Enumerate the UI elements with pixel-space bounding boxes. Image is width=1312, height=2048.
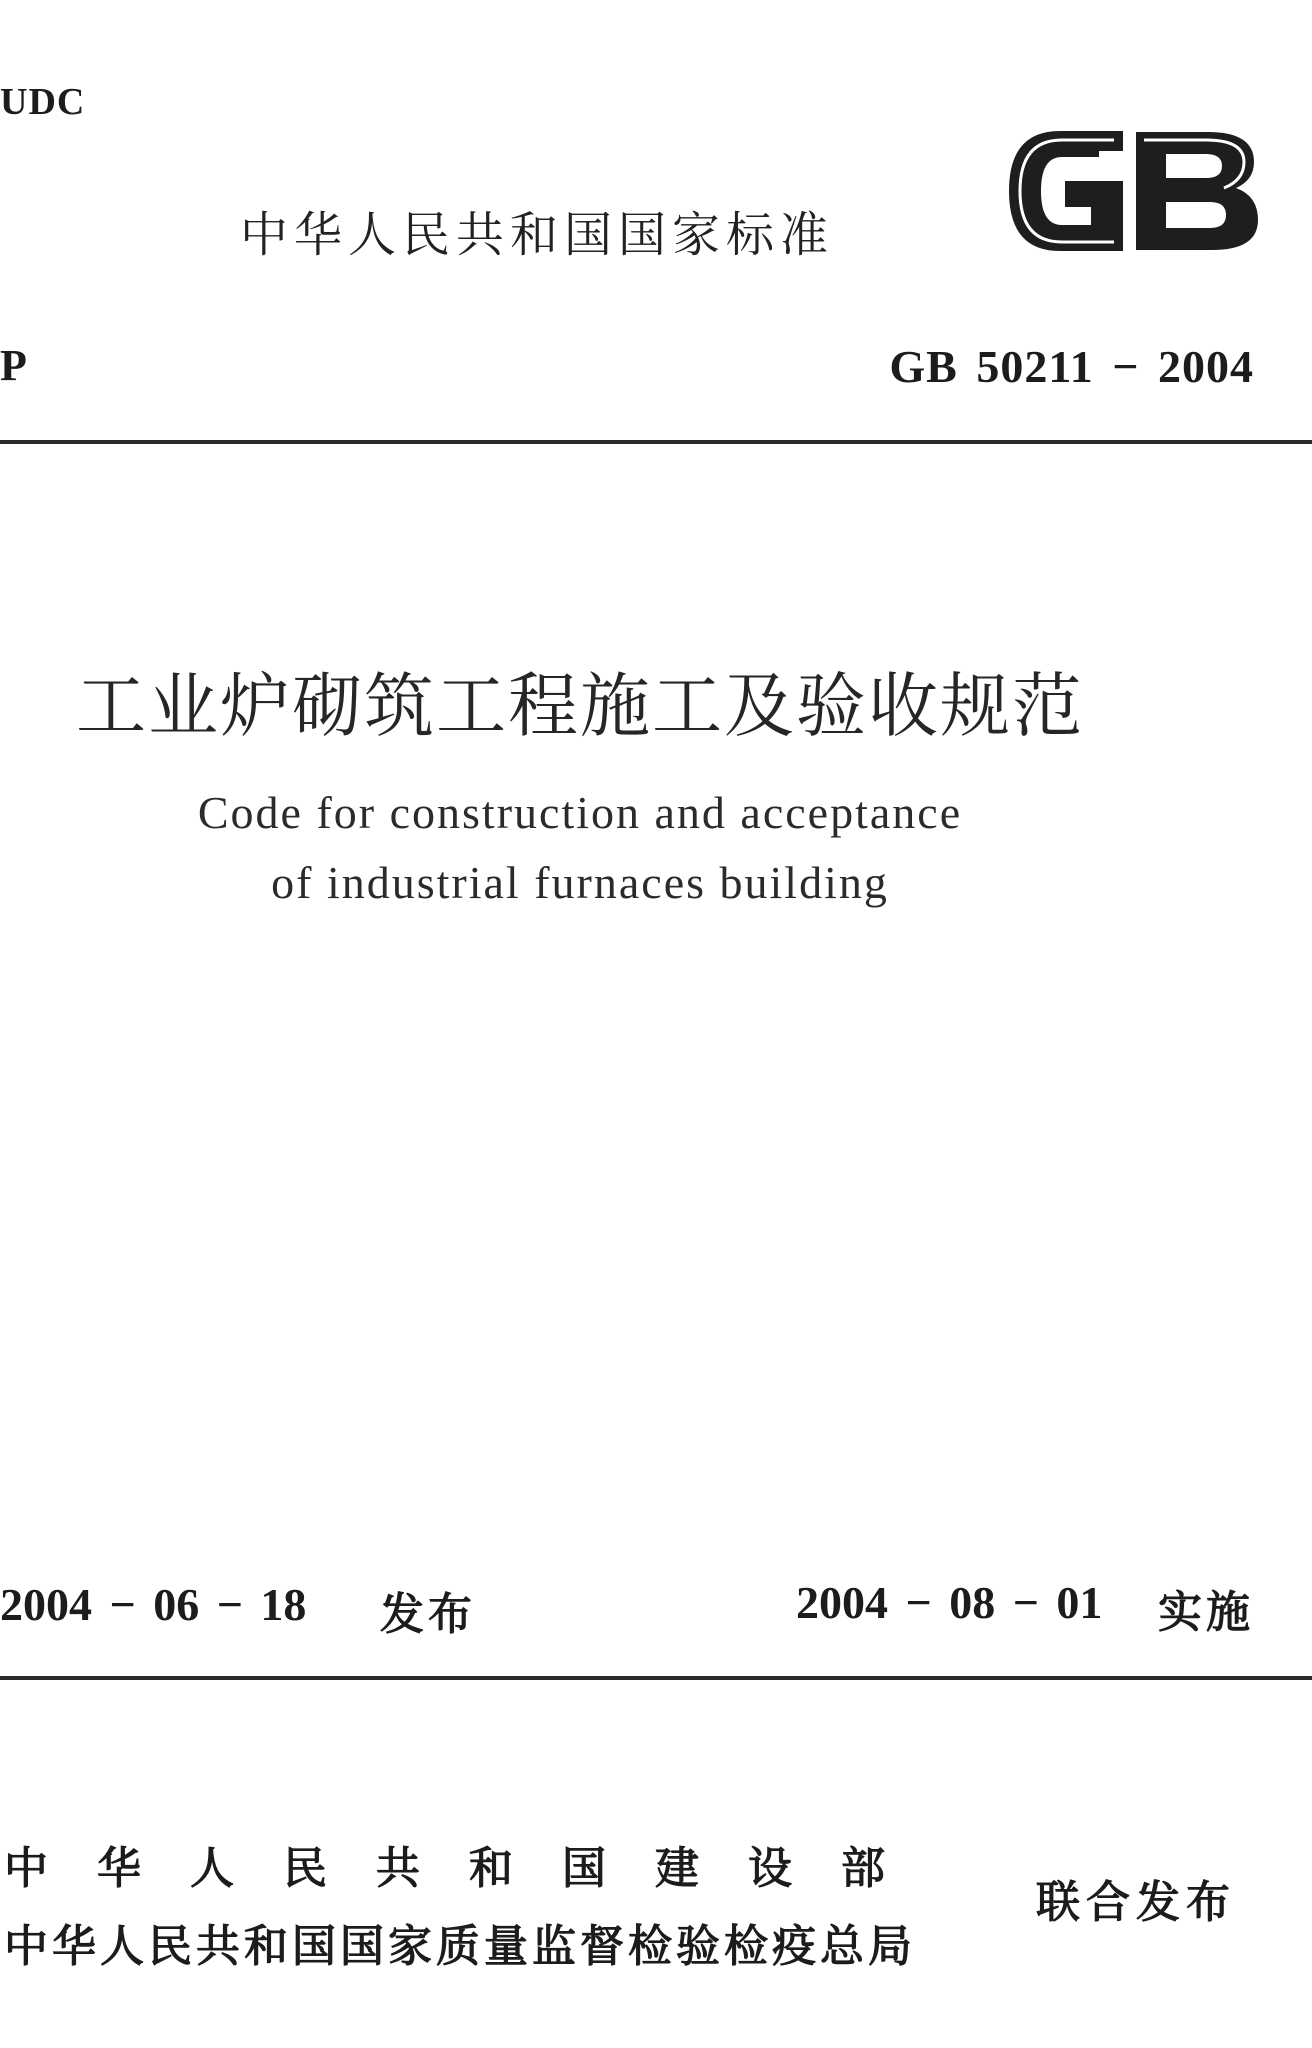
title-english-line-1: Code for construction and acceptance	[197, 787, 963, 838]
issuer-aqsiq: 中华人民共和国国家质量监督检验检疫总局	[4, 1921, 916, 1972]
classification-code: P	[0, 341, 27, 390]
national-standard-heading: 中华人民共和国国家标准	[240, 207, 835, 263]
title-english-line-2: of industrial furnaces building	[271, 857, 889, 908]
effective-label: 实施	[1158, 1587, 1254, 1638]
effective-date: 2004 − 08 − 01	[796, 1577, 1103, 1628]
udc-label: UDC	[0, 81, 86, 123]
top-divider	[0, 440, 1312, 444]
issue-label: 发布	[380, 1589, 476, 1640]
gb-logo	[1002, 122, 1264, 260]
issue-date: 2004 − 06 − 18	[0, 1579, 307, 1630]
title-chinese: 工业炉砌筑工程施工及验收规范	[76, 665, 1084, 747]
standard-number: GB 50211 − 2004	[889, 341, 1254, 392]
issuer-ministry-of-construction: 中华人民共和国建设部	[4, 1843, 934, 1894]
bottom-divider	[0, 1676, 1312, 1680]
joint-issue-label: 联合发布	[1036, 1877, 1236, 1928]
